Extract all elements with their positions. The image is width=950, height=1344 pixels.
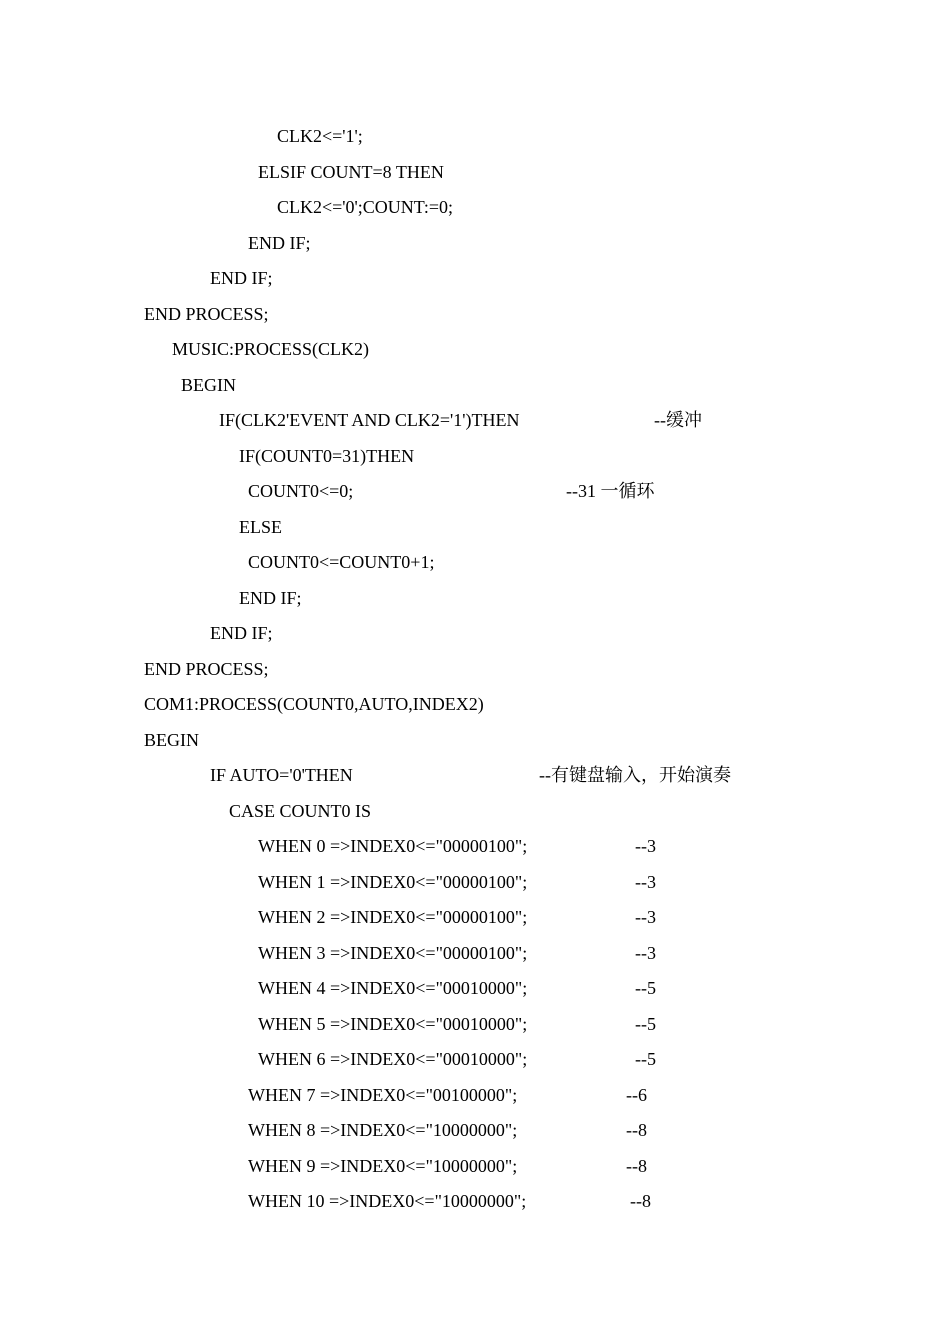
code-comment: --8 xyxy=(626,1156,647,1176)
code-line: WHEN 6 =>INDEX0<="00010000"; xyxy=(258,1049,528,1069)
code-line: END PROCESS; xyxy=(144,304,269,324)
code-line: COUNT0<=0; xyxy=(248,481,354,501)
code-comment: --3 xyxy=(635,836,656,856)
code-line: IF AUTO='0'THEN xyxy=(210,765,353,785)
code-comment: --5 xyxy=(635,1014,656,1034)
code-line: IF(COUNT0=31)THEN xyxy=(239,446,415,466)
code-line: BEGIN xyxy=(144,730,199,750)
code-comment: --5 xyxy=(635,978,656,998)
code-line: MUSIC:PROCESS(CLK2) xyxy=(172,339,370,359)
code-line: WHEN 0 =>INDEX0<="00000100"; xyxy=(258,836,528,856)
code-comment: --8 xyxy=(626,1120,647,1140)
code-line: ELSE xyxy=(239,517,282,537)
code-comment: --3 xyxy=(635,872,656,892)
code-line: WHEN 9 =>INDEX0<="10000000"; xyxy=(248,1156,518,1176)
code-line: CASE COUNT0 IS xyxy=(229,801,372,821)
code-line: COM1:PROCESS(COUNT0,AUTO,INDEX2) xyxy=(144,694,484,714)
code-line: IF(CLK2'EVENT AND CLK2='1')THEN xyxy=(219,410,520,430)
code-comment: --缓冲 xyxy=(654,410,702,430)
code-line: BEGIN xyxy=(181,375,236,395)
code-line: CLK2<='1'; xyxy=(277,126,363,146)
code-comment: --6 xyxy=(626,1085,647,1105)
code-comment: --5 xyxy=(635,1049,656,1069)
code-line: WHEN 10 =>INDEX0<="10000000"; xyxy=(248,1191,527,1211)
code-comment: --3 xyxy=(635,907,656,927)
code-line: END IF; xyxy=(210,268,273,288)
code-line: WHEN 5 =>INDEX0<="00010000"; xyxy=(258,1014,528,1034)
code-line: WHEN 7 =>INDEX0<="00100000"; xyxy=(248,1085,518,1105)
code-line: CLK2<='0';COUNT:=0; xyxy=(277,197,454,217)
code-line: END IF; xyxy=(210,623,273,643)
code-line: COUNT0<=COUNT0+1; xyxy=(248,552,435,572)
code-line: END IF; xyxy=(239,588,302,608)
code-comment: --有键盘输入，开始演奏 xyxy=(539,765,731,785)
code-comment: --3 xyxy=(635,943,656,963)
code-line: WHEN 2 =>INDEX0<="00000100"; xyxy=(258,907,528,927)
code-line: WHEN 3 =>INDEX0<="00000100"; xyxy=(258,943,528,963)
code-comment: --8 xyxy=(630,1191,651,1211)
code-line: WHEN 8 =>INDEX0<="10000000"; xyxy=(248,1120,518,1140)
code-line: END IF; xyxy=(248,233,311,253)
code-comment: --31 一循环 xyxy=(566,481,655,501)
code-line: ELSIF COUNT=8 THEN xyxy=(258,162,444,182)
code-line: WHEN 4 =>INDEX0<="00010000"; xyxy=(258,978,528,998)
code-line: END PROCESS; xyxy=(144,659,269,679)
code-line: WHEN 1 =>INDEX0<="00000100"; xyxy=(258,872,528,892)
